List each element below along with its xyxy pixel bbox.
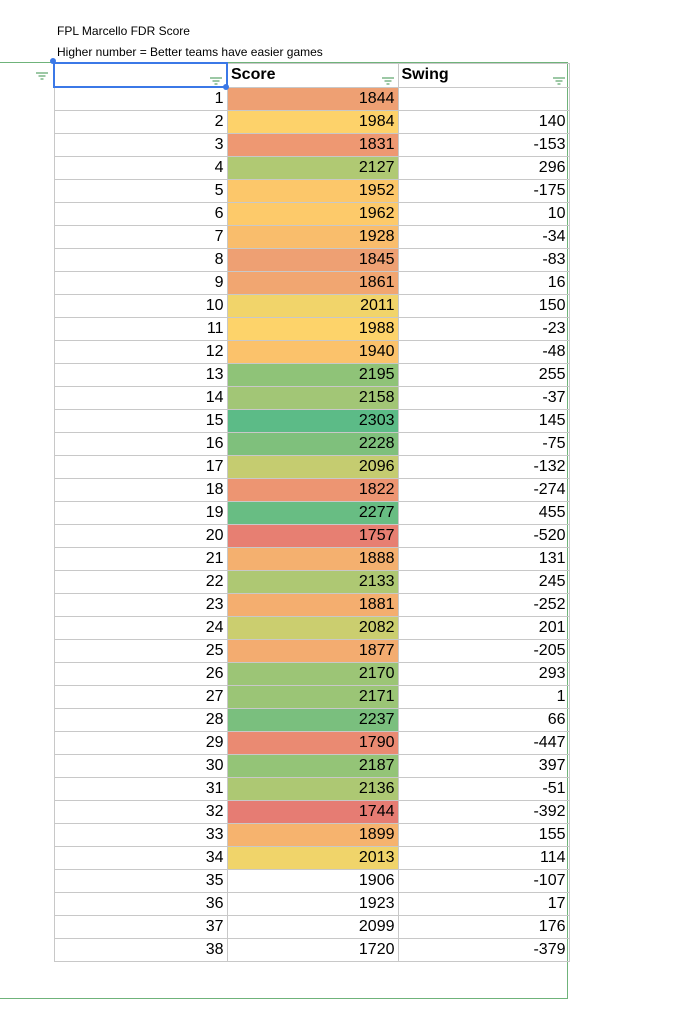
score-cell[interactable]: 1984: [227, 111, 398, 134]
table-row: [54, 755, 569, 778]
table-row: [54, 364, 569, 387]
table-row: [54, 87, 569, 111]
score-cell[interactable]: 1899: [227, 824, 398, 847]
score-cell[interactable]: 2187: [227, 755, 398, 778]
score-cell[interactable]: 1928: [227, 226, 398, 249]
table-row: [54, 709, 569, 732]
score-cell[interactable]: 2013: [227, 847, 398, 870]
table-row: [54, 732, 569, 755]
gameweek-cell[interactable]: 33: [54, 824, 227, 847]
selection-handle-bottom[interactable]: [223, 84, 229, 90]
gameweek-cell[interactable]: 8: [54, 249, 227, 272]
sheet-subtitle: Higher number = Better teams have easier games: [57, 45, 323, 59]
swing-cell[interactable]: 455: [398, 502, 569, 525]
table-row: [54, 824, 569, 847]
swing-cell[interactable]: 114: [398, 847, 569, 870]
gameweek-cell[interactable]: 37: [54, 916, 227, 939]
swing-cell[interactable]: 16: [398, 272, 569, 295]
score-cell[interactable]: 1845: [227, 249, 398, 272]
header-cell-swing[interactable]: [398, 63, 569, 87]
table-row: [54, 295, 569, 318]
score-cell[interactable]: 2099: [227, 916, 398, 939]
swing-cell[interactable]: -153: [398, 134, 569, 157]
score-cell[interactable]: 1844: [227, 87, 398, 111]
swing-cell[interactable]: -34: [398, 226, 569, 249]
gameweek-cell[interactable]: 35: [54, 870, 227, 893]
table-row: [54, 318, 569, 341]
score-cell[interactable]: 1877: [227, 640, 398, 663]
gameweek-cell[interactable]: 38: [54, 939, 227, 962]
gameweek-cell[interactable]: 5: [54, 180, 227, 203]
swing-cell[interactable]: 131: [398, 548, 569, 571]
score-cell[interactable]: 2136: [227, 778, 398, 801]
header-cell-score[interactable]: [227, 63, 398, 87]
table-row: [54, 778, 569, 801]
swing-cell[interactable]: 150: [398, 295, 569, 318]
table-row: [54, 571, 569, 594]
swing-cell[interactable]: 397: [398, 755, 569, 778]
table-row: [54, 226, 569, 249]
filter-icon[interactable]: [553, 70, 565, 88]
swing-cell[interactable]: -447: [398, 732, 569, 755]
score-cell[interactable]: 1906: [227, 870, 398, 893]
swing-cell[interactable]: 140: [398, 111, 569, 134]
score-cell[interactable]: 1940: [227, 341, 398, 364]
table-row: [54, 893, 569, 916]
swing-cell[interactable]: [398, 87, 569, 111]
table-row: [54, 594, 569, 617]
swing-cell[interactable]: -132: [398, 456, 569, 479]
table-row: [54, 640, 569, 663]
table-row: [54, 870, 569, 893]
swing-cell[interactable]: -75: [398, 433, 569, 456]
sheet-title: FPL Marcello FDR Score: [57, 24, 190, 38]
table-row: [54, 525, 569, 548]
filter-icon[interactable]: [382, 70, 394, 88]
score-cell[interactable]: 2228: [227, 433, 398, 456]
score-cell[interactable]: 1790: [227, 732, 398, 755]
gameweek-cell[interactable]: 16: [54, 433, 227, 456]
gameweek-cell[interactable]: 23: [54, 594, 227, 617]
score-cell[interactable]: 2237: [227, 709, 398, 732]
gameweek-cell[interactable]: 22: [54, 571, 227, 594]
table-row: [54, 180, 569, 203]
table-row: [54, 341, 569, 364]
swing-cell[interactable]: -520: [398, 525, 569, 548]
swing-cell[interactable]: 17: [398, 893, 569, 916]
score-cell[interactable]: 1720: [227, 939, 398, 962]
swing-cell[interactable]: 176: [398, 916, 569, 939]
table-row: [54, 387, 569, 410]
gameweek-cell[interactable]: 20: [54, 525, 227, 548]
gameweek-cell[interactable]: 10: [54, 295, 227, 318]
swing-cell[interactable]: 255: [398, 364, 569, 387]
swing-cell[interactable]: -107: [398, 870, 569, 893]
table-row: [54, 203, 569, 226]
table-row: [54, 111, 569, 134]
swing-cell[interactable]: -37: [398, 387, 569, 410]
score-cell[interactable]: 1988: [227, 318, 398, 341]
score-cell[interactable]: 1952: [227, 180, 398, 203]
swing-cell[interactable]: 245: [398, 571, 569, 594]
gameweek-cell[interactable]: 21: [54, 548, 227, 571]
swing-cell[interactable]: -392: [398, 801, 569, 824]
table-row: [54, 157, 569, 180]
swing-cell[interactable]: -48: [398, 341, 569, 364]
gameweek-cell[interactable]: 4: [54, 157, 227, 180]
swing-cell[interactable]: -379: [398, 939, 569, 962]
table-row: [54, 479, 569, 502]
gameweek-cell[interactable]: 27: [54, 686, 227, 709]
score-cell[interactable]: 2011: [227, 295, 398, 318]
gameweek-cell[interactable]: 28: [54, 709, 227, 732]
gameweek-cell[interactable]: 36: [54, 893, 227, 916]
gameweek-cell[interactable]: 3: [54, 134, 227, 157]
table-row: [54, 801, 569, 824]
swing-cell[interactable]: -51: [398, 778, 569, 801]
table-row: [54, 847, 569, 870]
swing-cell[interactable]: 296: [398, 157, 569, 180]
header-label: Score: [231, 66, 276, 83]
score-cell[interactable]: 2127: [227, 157, 398, 180]
table-row: [54, 663, 569, 686]
gameweek-cell[interactable]: 7: [54, 226, 227, 249]
score-cell[interactable]: 2195: [227, 364, 398, 387]
score-cell[interactable]: 2277: [227, 502, 398, 525]
gameweek-cell[interactable]: 32: [54, 801, 227, 824]
gameweek-cell[interactable]: 26: [54, 663, 227, 686]
score-cell[interactable]: 1888: [227, 548, 398, 571]
swing-cell[interactable]: -175: [398, 180, 569, 203]
gameweek-cell[interactable]: 18: [54, 479, 227, 502]
filter-icon[interactable]: [36, 67, 48, 85]
score-cell[interactable]: 1923: [227, 893, 398, 916]
swing-cell[interactable]: 145: [398, 410, 569, 433]
gameweek-cell[interactable]: 30: [54, 755, 227, 778]
table-row: [54, 134, 569, 157]
table-row: [54, 916, 569, 939]
score-cell[interactable]: 2171: [227, 686, 398, 709]
swing-cell[interactable]: -274: [398, 479, 569, 502]
score-cell[interactable]: 1831: [227, 134, 398, 157]
gameweek-cell[interactable]: 34: [54, 847, 227, 870]
selection-handle-top[interactable]: [50, 58, 56, 64]
swing-cell[interactable]: -83: [398, 249, 569, 272]
gameweek-cell[interactable]: 29: [54, 732, 227, 755]
score-cell[interactable]: 1962: [227, 203, 398, 226]
score-cell[interactable]: 1881: [227, 594, 398, 617]
table-row: [54, 939, 569, 962]
table-row: [54, 433, 569, 456]
score-cell[interactable]: 1822: [227, 479, 398, 502]
score-cell[interactable]: 2158: [227, 387, 398, 410]
score-cell[interactable]: 2303: [227, 410, 398, 433]
score-cell[interactable]: 1757: [227, 525, 398, 548]
score-cell[interactable]: 2133: [227, 571, 398, 594]
gameweek-cell[interactable]: 1: [54, 87, 227, 111]
gameweek-cell[interactable]: 31: [54, 778, 227, 801]
filter-range-bottom-border: [0, 998, 568, 999]
score-cell[interactable]: 1744: [227, 801, 398, 824]
table-row: [54, 502, 569, 525]
table-row: [54, 410, 569, 433]
gameweek-cell[interactable]: 12: [54, 341, 227, 364]
gameweek-cell[interactable]: 13: [54, 364, 227, 387]
score-cell[interactable]: 2096: [227, 456, 398, 479]
swing-cell[interactable]: 10: [398, 203, 569, 226]
swing-cell[interactable]: 155: [398, 824, 569, 847]
gameweek-cell[interactable]: 2: [54, 111, 227, 134]
swing-cell[interactable]: 66: [398, 709, 569, 732]
header-row: [54, 63, 569, 87]
swing-cell[interactable]: 1: [398, 686, 569, 709]
header-label: Swing: [401, 66, 449, 83]
fdr-score-table: [53, 62, 570, 962]
table-row: [54, 686, 569, 709]
gameweek-cell[interactable]: 19: [54, 502, 227, 525]
score-cell[interactable]: 2170: [227, 663, 398, 686]
gameweek-cell[interactable]: 24: [54, 617, 227, 640]
gameweek-cell[interactable]: 17: [54, 456, 227, 479]
score-cell[interactable]: 2082: [227, 617, 398, 640]
swing-cell[interactable]: 293: [398, 663, 569, 686]
gameweek-cell[interactable]: 15: [54, 410, 227, 433]
swing-cell[interactable]: -252: [398, 594, 569, 617]
swing-cell[interactable]: -23: [398, 318, 569, 341]
gameweek-cell[interactable]: 25: [54, 640, 227, 663]
swing-cell[interactable]: 201: [398, 617, 569, 640]
score-cell[interactable]: 1861: [227, 272, 398, 295]
gameweek-cell[interactable]: 14: [54, 387, 227, 410]
header-cell-gameweek[interactable]: [54, 63, 227, 87]
table-row: [54, 617, 569, 640]
gameweek-cell[interactable]: 9: [54, 272, 227, 295]
swing-cell[interactable]: -205: [398, 640, 569, 663]
table-row: [54, 456, 569, 479]
gameweek-cell[interactable]: 11: [54, 318, 227, 341]
filter-icon[interactable]: [210, 70, 222, 87]
table-row: [54, 272, 569, 295]
gameweek-cell[interactable]: 6: [54, 203, 227, 226]
table-row: [54, 249, 569, 272]
table-row: [54, 548, 569, 571]
